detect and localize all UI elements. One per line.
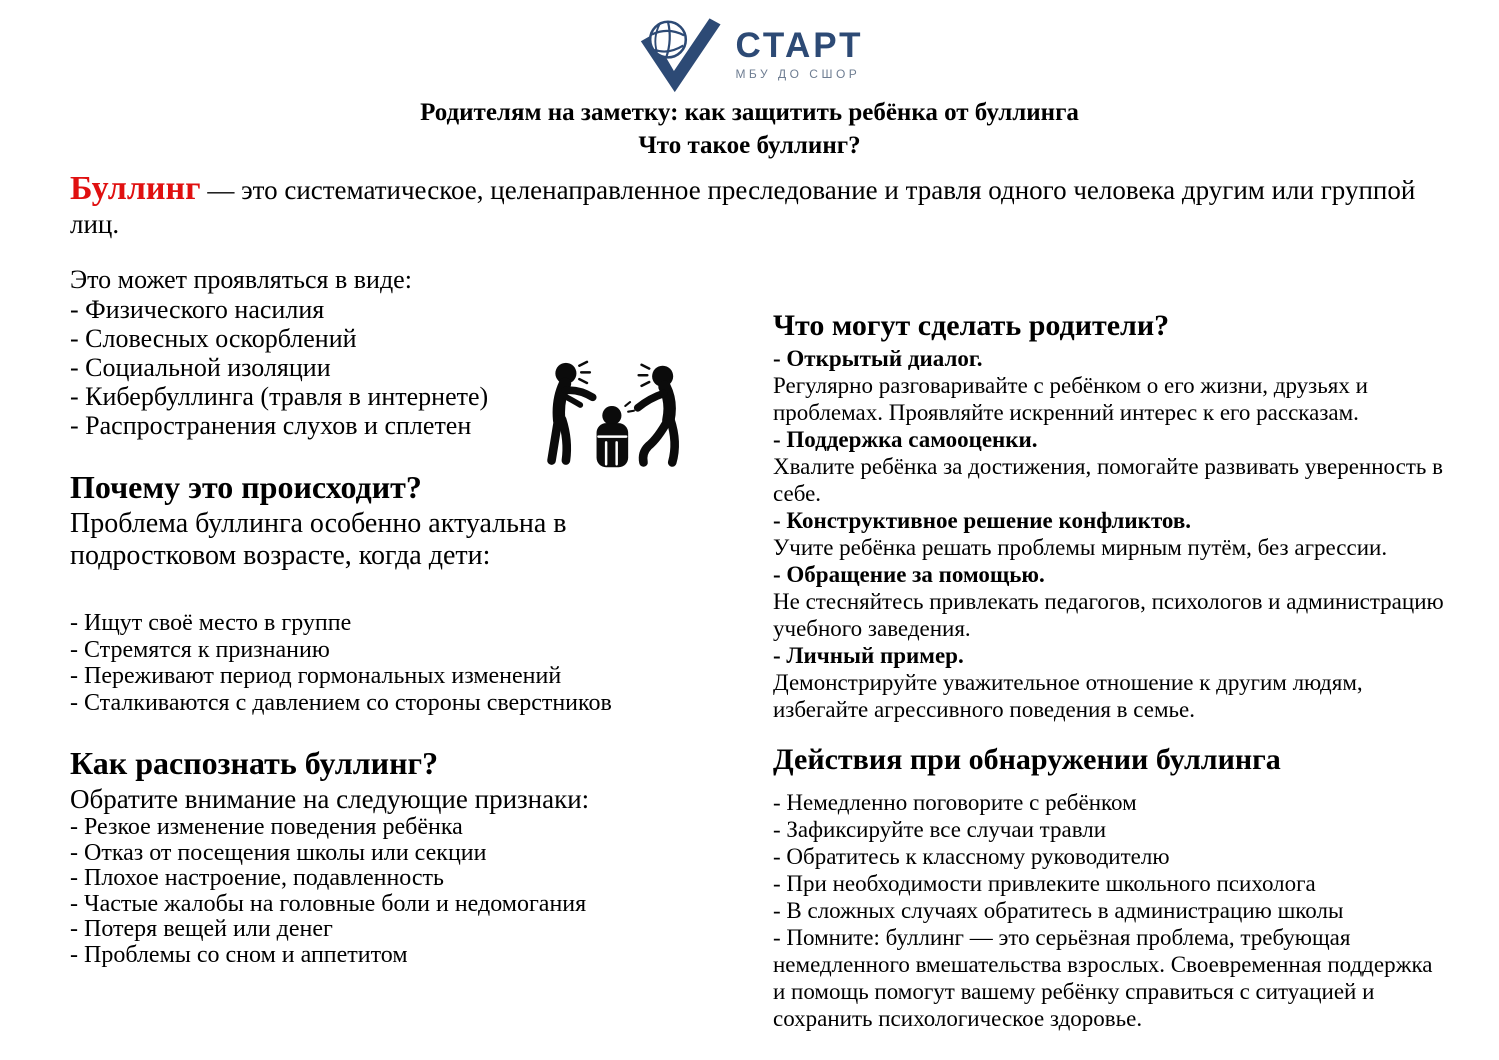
list-item: - Сталкиваются с давлением со стороны сверстников: [70, 689, 612, 716]
list-item: - Словесных оскорблений: [70, 324, 357, 353]
list-item: - Потеря вещей или денег: [70, 916, 333, 942]
parents-entry: [773, 507, 1445, 561]
list-item: - Резкое изменение поведения ребёнка: [70, 814, 463, 840]
list-item: - Плохое настроение, подавленность: [70, 865, 444, 891]
entry-title: - Открытый диалог.: [773, 346, 983, 371]
parents-entry: [773, 345, 1445, 426]
section-why: [70, 468, 725, 716]
section-parents: [773, 309, 1445, 723]
recognize-intro: Обратите внимание на следующие признаки:: [70, 784, 590, 814]
list-item: - Зафиксируйте все случаи травли: [773, 817, 1107, 842]
recognize-heading: Как распознать буллинг?: [70, 745, 439, 781]
parents-entry: [773, 426, 1445, 507]
manifestations-heading: Это может проявляться в виде:: [70, 265, 412, 294]
list-item: - Частые жалобы на головные боли и недомогания: [70, 890, 587, 917]
entry-title: - Обращение за помощью.: [773, 562, 1045, 587]
parents-entry: [773, 561, 1445, 642]
entry-title: - Личный пример.: [773, 643, 964, 668]
why-intro: Проблема буллинга особенно актуальна в подростковом возрасте, когда дети:: [70, 508, 567, 571]
logo-text: [735, 25, 864, 81]
actions-list: [773, 789, 1445, 1032]
bullying-scene-icon: [518, 355, 700, 477]
actions-heading: Действия при обнаружении буллинга: [773, 743, 1281, 776]
parents-entry: [773, 642, 1445, 723]
entry-body: Не стесняйтесь привлекать педагогов, психологов и администрацию учебного заведения.: [773, 589, 1444, 641]
list-item: - В сложных случаях обратитесь в администрацию школы: [773, 898, 1344, 923]
parents-entries: [773, 345, 1445, 723]
content-columns: [0, 265, 1499, 1032]
list-item: - Обратитесь к классному руководителю: [773, 844, 1170, 869]
left-column: [70, 265, 725, 1032]
parents-heading: Что могут сделать родители?: [773, 309, 1170, 342]
entry-title: - Конструктивное решение конфликтов.: [773, 508, 1192, 533]
why-heading: Почему это происходит?: [70, 469, 422, 505]
list-item: - Немедленно поговорите с ребёнком: [773, 790, 1137, 815]
list-item: - Стремятся к признанию: [70, 636, 330, 663]
bullying-definition: [70, 172, 1439, 241]
list-item: - Кибербуллинга (травля в интернете): [70, 382, 489, 411]
definition-term: Буллинг: [70, 170, 201, 207]
page-title-line-2: Что такое буллинг?: [638, 132, 861, 159]
list-item: - Физического насилия: [70, 295, 325, 324]
start-logo: [0, 14, 1499, 94]
definition-text: — это систематическое, целенаправленное преследование и травля одного человека другим или группой лиц.: [70, 175, 1416, 239]
why-list: [70, 610, 725, 716]
list-item: - Ищут своё место в группе: [70, 610, 352, 636]
list-item: - Переживают период гормональных изменений: [70, 663, 562, 689]
entry-title: - Поддержка самооценки.: [773, 427, 1038, 452]
document-header: [0, 0, 1499, 160]
list-item: - Отказ от посещения школы или секции: [70, 839, 487, 866]
list-item: - Распространения слухов и сплетен: [70, 411, 472, 440]
entry-body: Хвалите ребёнка за достижения, помогайте развивать уверенность в себе.: [773, 454, 1443, 506]
entry-body: Учите ребёнка решать проблемы мирным путём, без агрессии.: [773, 535, 1388, 560]
logo-brand: СТАРТ: [735, 25, 864, 65]
entry-body: Демонстрируйте уважительное отношение к другим людям, избегайте агрессивного поведения в семье.: [773, 670, 1363, 722]
list-item: - Помните: буллинг — это серьёзная проблема, требующая немедленного вмешательства взрослых. Своевременная поддержка и помощь помогут вашему ребёнку справиться с ситуацией и сохранить психологическое здоровье.: [773, 925, 1433, 1031]
list-item: - Социальной изоляции: [70, 353, 331, 382]
page-title-line-1: Родителям на заметку: как защитить ребёнка от буллинга: [420, 99, 1079, 126]
list-item: - При необходимости привлеките школьного психолога: [773, 871, 1316, 896]
logo-subtitle: МБУ ДО СШОР: [735, 66, 861, 81]
section-recognize: [70, 744, 725, 968]
recognize-list: [70, 815, 725, 968]
list-item: - Проблемы со сном и аппетитом: [70, 941, 408, 968]
section-actions: [773, 743, 1445, 1032]
right-column: [773, 265, 1445, 1032]
entry-body: Регулярно разговаривайте с ребёнком о его жизни, друзьях и проблемах. Проявляйте искренний интерес к его рассказам.: [773, 373, 1368, 425]
volleyball-checkmark-icon: [635, 15, 723, 93]
